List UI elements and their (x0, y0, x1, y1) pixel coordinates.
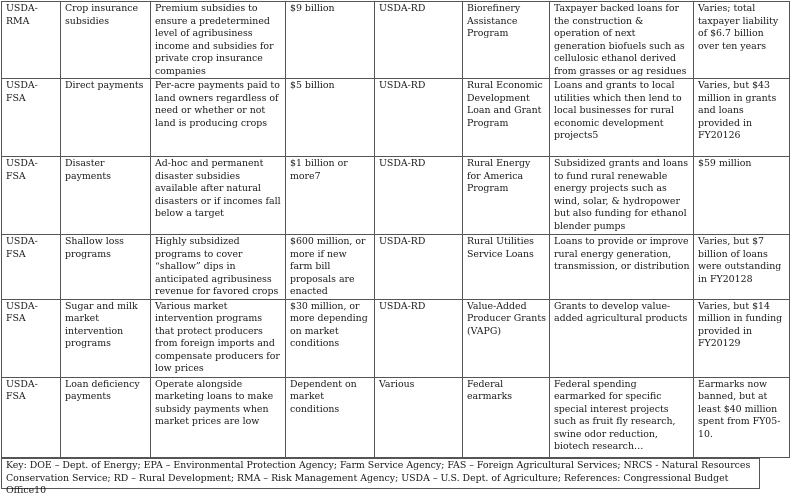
agency-cell: USDA-RD (375, 235, 463, 300)
description-cell: Loans to provide or improve rural energy generation, transmission, or distribution (550, 235, 694, 300)
description-cell: Per-acre payments paid to land owners regardless of need or whether or not land is producing crops (151, 79, 286, 157)
subsidy-table (1, 1, 790, 458)
program-cell: Value-Added Producer Grants (VAPG) (463, 299, 550, 377)
program-cell: Federal earmarks (463, 377, 550, 457)
description-cell: Ad-hoc and permanent disaster subsidies available after natural disasters or if incomes fall below a target (151, 157, 286, 235)
cost-cell: $600 million, or more if new farm bill proposals are enacted (286, 235, 375, 300)
agency-cell: USDA-FSA (2, 157, 61, 235)
cost-cell: Dependent on market conditions (286, 377, 375, 457)
program-cell: Shallow loss programs (61, 235, 151, 300)
table-row (2, 79, 790, 157)
agency-cell: USDA-RD (375, 157, 463, 235)
program-cell: Crop insurance subsidies (61, 2, 151, 79)
table-row (2, 299, 790, 377)
cost-cell: $30 million, or more depending on market conditions (286, 299, 375, 377)
agency-cell: USDA-FSA (2, 377, 61, 457)
description-cell: Subsidized grants and loans to fund rural renewable energy projects such as wind, solar, & hydropower but also funding for ethanol blender pumps (550, 157, 694, 235)
program-cell: Sugar and milk market intervention programs (61, 299, 151, 377)
agency-cell: USDA-FSA (2, 235, 61, 300)
table-row (2, 377, 790, 457)
cost-cell: $59 million (694, 157, 790, 235)
table-row (2, 235, 790, 300)
cost-cell: Earmarks now banned, but at least $40 million spent from FY05-10. (694, 377, 790, 457)
cost-cell: Varies, but $14 million in funding provided in FY20129 (694, 299, 790, 377)
description-cell: Federal spending earmarked for specific special interest projects such as fruit fly research, swine odor reduction, biotech research… (550, 377, 694, 457)
agency-cell: USDA-FSA (2, 299, 61, 377)
description-cell: Operate alongside marketing loans to make subsidy payments when market prices are low (151, 377, 286, 457)
description-cell: Loans and grants to local utilities which then lend to local businesses for rural economic development projects5 (550, 79, 694, 157)
cost-cell: $1 billion or more7 (286, 157, 375, 235)
cost-cell: $5 billion (286, 79, 375, 157)
description-cell: Taxpayer backed loans for the construction & operation of next generation biofuels such as cellulosic ethanol derived from grasses or ag residues (550, 2, 694, 79)
program-cell: Direct payments (61, 79, 151, 157)
description-cell: Highly subsidized programs to cover “shallow” dips in anticipated agribusiness revenue for favored crops (151, 235, 286, 300)
agency-cell: USDA-RD (375, 299, 463, 377)
cost-cell: Varies; total taxpayer liability of $6.7 billion over ten years (694, 2, 790, 79)
cost-cell: Varies, but $7 billion of loans were outstanding in FY20128 (694, 235, 790, 300)
agency-cell: USDA-RMA (2, 2, 61, 79)
program-cell: Rural Economic Development Loan and Grant Program (463, 79, 550, 157)
description-cell: Premium subsidies to ensure a predetermined level of agribusiness income and subsidies for private crop insurance companies (151, 2, 286, 79)
program-cell: Loan deficiency payments (61, 377, 151, 457)
program-cell: Rural Utilities Service Loans (463, 235, 550, 300)
key-footnote: Key: DOE – Dept. of Energy; EPA – Environmental Protection Agency; Farm Service Agency; FAS – Foreign Agricultural Services; NRCS - Natural Resources Conservation Service; RD – Rural Development; RMA – Risk Management Agency; USDA – U.S. Dept. of Agriculture; References: Congressional Budget Office10 (1, 458, 760, 489)
description-cell: Various market intervention programs that protect producers from foreign imports and compensate producers for low prices (151, 299, 286, 377)
cost-cell: $9 billion (286, 2, 375, 79)
cost-cell: Varies, but $43 million in grants and loans provided in FY20126 (694, 79, 790, 157)
table-row (2, 2, 790, 79)
agency-cell: USDA-RD (375, 2, 463, 79)
agency-cell: USDA-RD (375, 79, 463, 157)
program-cell: Rural Energy for America Program (463, 157, 550, 235)
agency-cell: Various (375, 377, 463, 457)
description-cell: Grants to develop value-added agricultural products (550, 299, 694, 377)
program-cell: Disaster payments (61, 157, 151, 235)
table-row (2, 157, 790, 235)
agency-cell: USDA-FSA (2, 79, 61, 157)
program-cell: Biorefinery Assistance Program (463, 2, 550, 79)
